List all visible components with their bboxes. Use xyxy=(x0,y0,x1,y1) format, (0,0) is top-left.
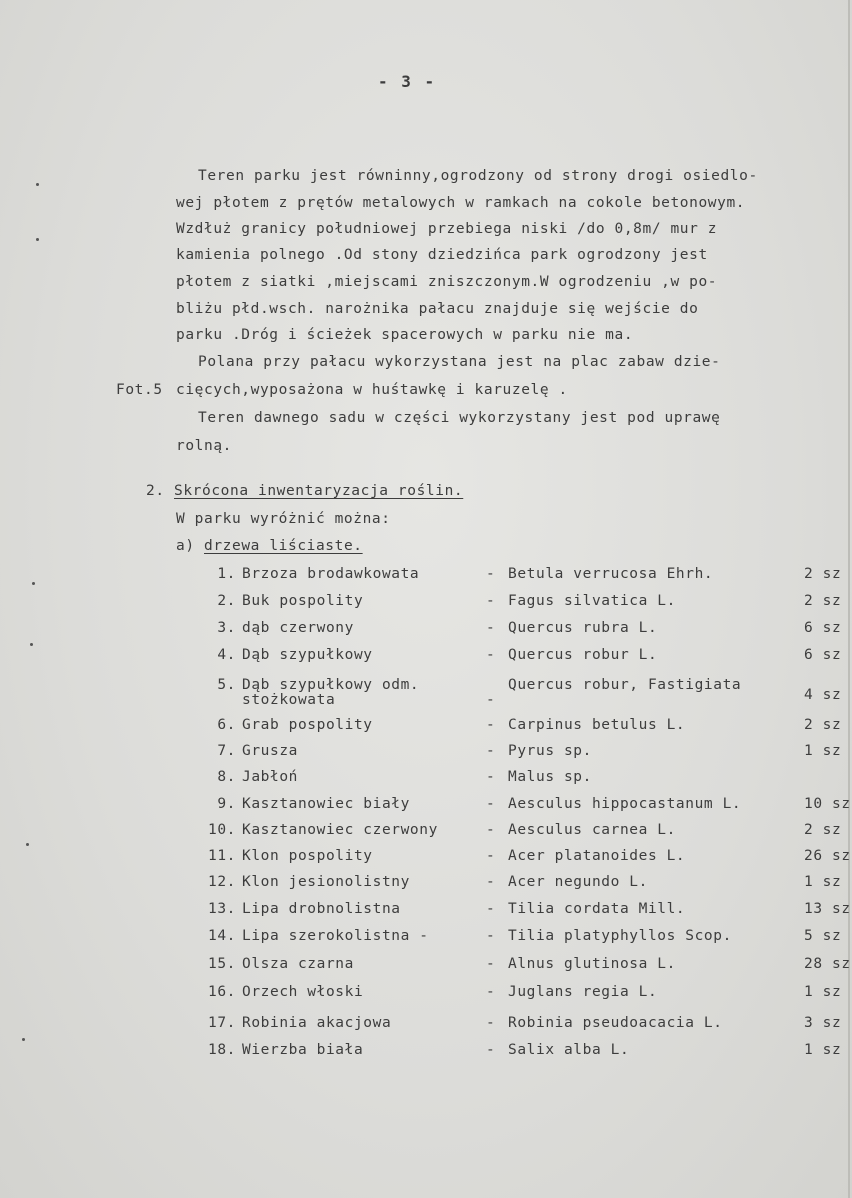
paragraph-line: rolną. xyxy=(176,438,232,454)
margin-mark xyxy=(36,238,39,241)
paragraph-line: parku .Dróg i ścieżek spacerowych w parku nie ma. xyxy=(176,327,634,343)
row-number: 14. xyxy=(208,928,236,944)
dash: - xyxy=(486,984,496,1000)
row-number: 18. xyxy=(208,1042,236,1058)
count: 1 sz xyxy=(804,984,842,1000)
table-row xyxy=(0,769,852,793)
dash: - xyxy=(486,901,496,917)
count: 3 sz xyxy=(804,1015,842,1031)
count: 1 sz xyxy=(804,743,842,759)
latin-name: Alnus glutinosa L. xyxy=(508,956,676,972)
latin-name: Quercus robur L. xyxy=(508,647,658,663)
latin-name: Robinia pseudoacacia L. xyxy=(508,1015,723,1031)
count: 2 sz xyxy=(804,593,842,609)
section-intro: W parku wyróżnić można: xyxy=(176,511,391,527)
latin-name: Quercus rubra L. xyxy=(508,620,658,636)
dash: - xyxy=(486,647,496,663)
dash: - xyxy=(486,956,496,972)
polish-name: Klon pospolity xyxy=(242,848,373,864)
row-number: 1. xyxy=(217,566,236,582)
table-row xyxy=(0,901,852,925)
paragraph-line: wej płotem z prętów metalowych w ramkach na cokole betonowym. xyxy=(176,195,746,211)
latin-name: Tilia platyphyllos Scop. xyxy=(508,928,732,944)
dash: - xyxy=(486,593,496,609)
dash: - xyxy=(486,566,496,582)
paragraph-line: Teren parku jest równinny,ogrodzony od strony drogi osiedlo- xyxy=(198,168,758,184)
row-number: 7. xyxy=(217,743,236,759)
section-heading xyxy=(146,483,463,499)
latin-name: Tilia cordata Mill. xyxy=(508,901,686,917)
section-number: 2. xyxy=(146,483,165,499)
polish-name: Dąb szypułkowy xyxy=(242,647,373,663)
count: 13 sz xyxy=(804,901,851,917)
paragraph-line: Teren dawnego sadu w części wykorzystany jest pod uprawę xyxy=(198,410,721,426)
table-row xyxy=(0,677,852,721)
row-number: 17. xyxy=(208,1015,236,1031)
polish-name: Kasztanowiec czerwony xyxy=(242,822,438,838)
table-row xyxy=(0,848,852,872)
dash: - xyxy=(486,796,496,812)
section-title: Skrócona inwentaryzacja roślin. xyxy=(174,483,464,499)
latin-name: Acer platanoides L. xyxy=(508,848,686,864)
count: 6 sz xyxy=(804,620,842,636)
latin-name: Fagus silvatica L. xyxy=(508,593,676,609)
polish-name: Brzoza brodawkowata xyxy=(242,566,420,582)
count: 2 sz xyxy=(804,822,842,838)
dash: - xyxy=(486,620,496,636)
table-row xyxy=(0,743,852,767)
dash: - xyxy=(486,928,496,944)
latin-name: Juglans regia L. xyxy=(508,984,658,1000)
latin-name: Aesculus hippocastanum L. xyxy=(508,796,742,812)
latin-name: Acer negundo L. xyxy=(508,874,648,890)
count: 26 sz xyxy=(804,848,851,864)
paragraph-line: kamienia polnego .Od stony dziedzińca park ogrodzony jest xyxy=(176,247,708,263)
count: 1 sz xyxy=(804,874,842,890)
subsection-heading xyxy=(176,538,363,554)
paragraph-line: Polana przy pałacu wykorzystana jest na plac zabaw dzie- xyxy=(198,354,721,370)
table-row xyxy=(0,822,852,846)
table-row xyxy=(0,566,852,590)
polish-name-continued: stożkowata xyxy=(242,692,336,708)
polish-name: Robinia akacjowa xyxy=(242,1015,392,1031)
polish-name: Dąb szypułkowy odm. xyxy=(242,677,420,693)
table-row xyxy=(0,956,852,980)
margin-mark xyxy=(36,183,39,186)
table-row xyxy=(0,984,852,1008)
count: 5 sz xyxy=(804,928,842,944)
row-number: 4. xyxy=(217,647,236,663)
table-row xyxy=(0,796,852,820)
dash: - xyxy=(486,692,496,708)
row-number: 16. xyxy=(208,984,236,1000)
table-row xyxy=(0,620,852,644)
dash: - xyxy=(486,822,496,838)
polish-name: Buk pospolity xyxy=(242,593,364,609)
polish-name: Kasztanowiec biały xyxy=(242,796,410,812)
table-row xyxy=(0,928,852,952)
polish-name: Orzech włoski xyxy=(242,984,364,1000)
dash: - xyxy=(486,848,496,864)
dash: - xyxy=(486,769,496,785)
row-number: 3. xyxy=(217,620,236,636)
subsection-letter: a) xyxy=(176,538,195,554)
latin-name: Pyrus sp. xyxy=(508,743,592,759)
count: 28 sz xyxy=(804,956,851,972)
polish-name: Klon jesionolistny xyxy=(242,874,410,890)
dash: - xyxy=(486,743,496,759)
photo-reference: Fot.5 xyxy=(116,382,163,398)
table-row xyxy=(0,1042,852,1066)
row-number: 13. xyxy=(208,901,236,917)
page-number: - 3 - xyxy=(378,72,437,91)
polish-name: Grab pospolity xyxy=(242,717,373,733)
polish-name: dąb czerwony xyxy=(242,620,354,636)
count: 10 sz xyxy=(804,796,851,812)
dash: - xyxy=(486,874,496,890)
row-number: 8. xyxy=(217,769,236,785)
latin-name: Malus sp. xyxy=(508,769,592,785)
paragraph-line: płotem z siatki ,miejscami zniszczonym.W ogrodzeniu ,w po- xyxy=(176,274,718,290)
latin-name: Salix alba L. xyxy=(508,1042,630,1058)
count: 2 sz xyxy=(804,717,842,733)
table-row xyxy=(0,647,852,671)
polish-name: Olsza czarna xyxy=(242,956,354,972)
paragraph-line: bliżu płd.wsch. narożnika pałacu znajduje się wejście do xyxy=(176,301,699,317)
count: 1 sz xyxy=(804,1042,842,1058)
table-row xyxy=(0,717,852,741)
dash: - xyxy=(486,1015,496,1031)
row-number: 6. xyxy=(217,717,236,733)
latin-name: Betula verrucosa Ehrh. xyxy=(508,566,714,582)
table-row xyxy=(0,874,852,898)
row-number: 9. xyxy=(217,796,236,812)
subsection-title: drzewa liściaste. xyxy=(204,538,363,554)
paragraph-line: cięcych,wyposażona w huśtawkę i karuzelę . xyxy=(176,382,568,398)
dash: - xyxy=(486,717,496,733)
row-number: 2. xyxy=(217,593,236,609)
row-number: 5. xyxy=(217,677,236,693)
polish-name: Lipa szerokolistna - xyxy=(242,928,429,944)
count: 2 sz xyxy=(804,566,842,582)
paragraph-line: Wzdłuż granicy południowej przebiega niski /do 0,8m/ mur z xyxy=(176,221,718,237)
polish-name: Grusza xyxy=(242,743,298,759)
polish-name: Jabłoń xyxy=(242,769,298,785)
latin-name: Aesculus carnea L. xyxy=(508,822,676,838)
count: 6 sz xyxy=(804,647,842,663)
row-number: 10. xyxy=(208,822,236,838)
count: 4 sz xyxy=(804,687,842,703)
latin-name: Carpinus betulus L. xyxy=(508,717,686,733)
row-number: 15. xyxy=(208,956,236,972)
latin-name: Quercus robur, Fastigiata xyxy=(508,677,742,693)
table-row xyxy=(0,593,852,617)
polish-name: Wierzba biała xyxy=(242,1042,364,1058)
row-number: 12. xyxy=(208,874,236,890)
table-row xyxy=(0,1015,852,1039)
dash: - xyxy=(486,1042,496,1058)
polish-name: Lipa drobnolistna xyxy=(242,901,401,917)
row-number: 11. xyxy=(208,848,236,864)
